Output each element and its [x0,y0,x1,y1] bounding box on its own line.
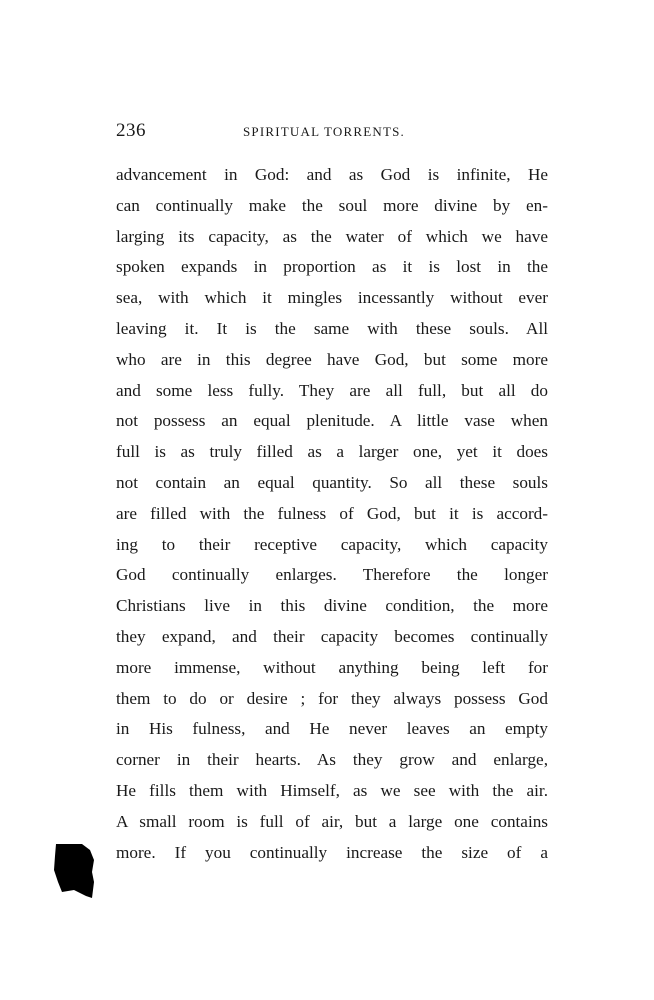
text-line: Christians live in this divine condition, the more [116,596,548,616]
text-line: more. If you continually increase the size of a [116,842,548,862]
text-line: can continually make the soul more divine by en- [116,195,548,215]
text-line: A small room is full of air, but a large one contains [116,811,548,831]
text-line: not contain an equal quantity. So all these souls [116,472,548,492]
text-line: not possess an equal plenitude. A little vase when [116,411,548,431]
text-line: He fills them with Himself, as we see with the air. [116,780,548,800]
text-line: spoken expands in proportion as it is lost in the [116,257,548,277]
text-line: sea, with which it mingles incessantly without ever [116,288,548,308]
text-line: and some less fully. They are all full, but all do [116,380,548,400]
text-line: advancement in God: and as God is infinite, He [116,165,548,184]
text-line: corner in their hearts. As they grow and enlarge, [116,750,548,770]
page-header [116,120,546,144]
text-line: God continually enlarges. Therefore the longer [116,565,548,585]
text-line: who are in this degree have God, but some more [116,349,548,369]
text-line: more immense, without anything being left for [116,657,548,677]
text-line: larging its capacity, as the water of which we have [116,226,548,246]
text-line: full is as truly filled as a larger one, yet it does [116,442,548,462]
page-number: 236 [116,120,146,141]
running-title: SPIRITUAL TORRENTS. [243,124,405,139]
text-line: are filled with the fulness of God, but it is accord- [116,503,548,523]
text-line: they expand, and their capacity becomes continually [116,626,548,646]
body-text [116,160,548,868]
text-line: in His fulness, and He never leaves an empty [116,719,548,739]
text-line: ing to their receptive capacity, which capacity [116,534,548,554]
scan-thumb-blot [52,842,96,900]
text-line: leaving it. It is the same with these souls. All [116,318,548,338]
text-line: them to do or desire ; for they always possess God [116,688,548,708]
